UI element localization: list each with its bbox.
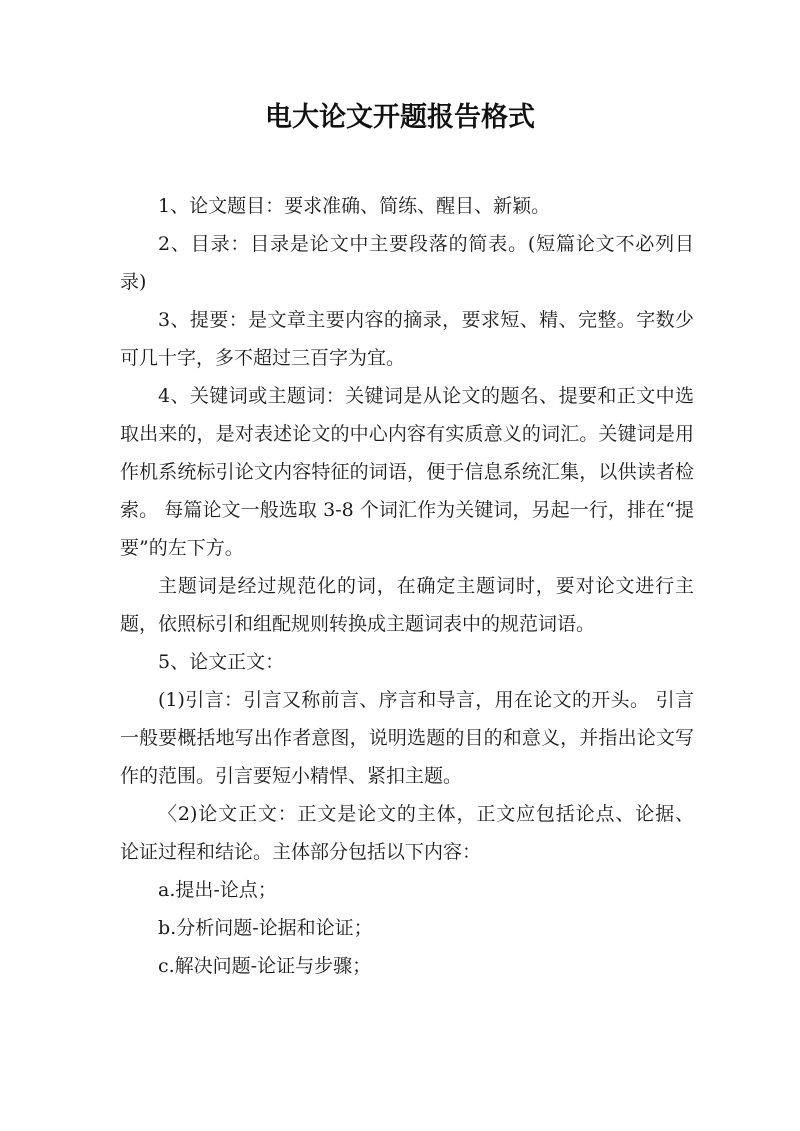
paragraph-main-text-heading: 5、论文正文： (158, 651, 285, 673)
paragraph-title-requirements: 1、论文题目：要求准确、简练、醒目、新颖。 (158, 195, 551, 217)
document-body (120, 187, 694, 985)
paragraph-keywords: 4、关键词或主题词：关键词是从论文的题名、提要和正文中选取出来的，是对表述论文的中心内容有实质意义的词汇。关键词是用作机系统标引论文内容特征的词语，便于信息系统汇集，以供读者检索。 每篇论文一般选取 3-8 个词汇作为关键词，另起一行，排在“提要”的左下方。 (120, 385, 694, 559)
document-title: 电大论文开题报告格式 (265, 102, 535, 133)
list-item: a.提出-论点； (158, 879, 277, 901)
list-item: c.解决问题-论证与步骤； (158, 955, 372, 977)
paragraph-abstract: 3、提要：是文章主要内容的摘录，要求短、精、完整。字数少可几十字，多不超过三百字为宜。 (120, 309, 694, 369)
paragraph-introduction: (1)引言：引言又称前言、序言和导言，用在论文的开头。 引言一般要概括地写出作者意图，说明选题的目的和意义，并指出论文写作的范围。引言要短小精悍、紧扣主题。 (120, 689, 694, 787)
paragraph-subject-terms: 主题词是经过规范化的词，在确定主题词时，要对论文进行主题，依照标引和组配规则转换成主题词表中的规范词语。 (120, 575, 694, 635)
list-item: b.分析问题-论据和论证； (158, 917, 373, 939)
paragraph-body-section: 〈2)论文正文：正文是论文的主体，正文应包括论点、论据、 论证过程和结论。主体部分包括以下内容： (120, 803, 694, 863)
paragraph-table-of-contents: 2、目录：目录是论文中主要段落的简表。(短篇论文不必列目录) (120, 233, 694, 293)
